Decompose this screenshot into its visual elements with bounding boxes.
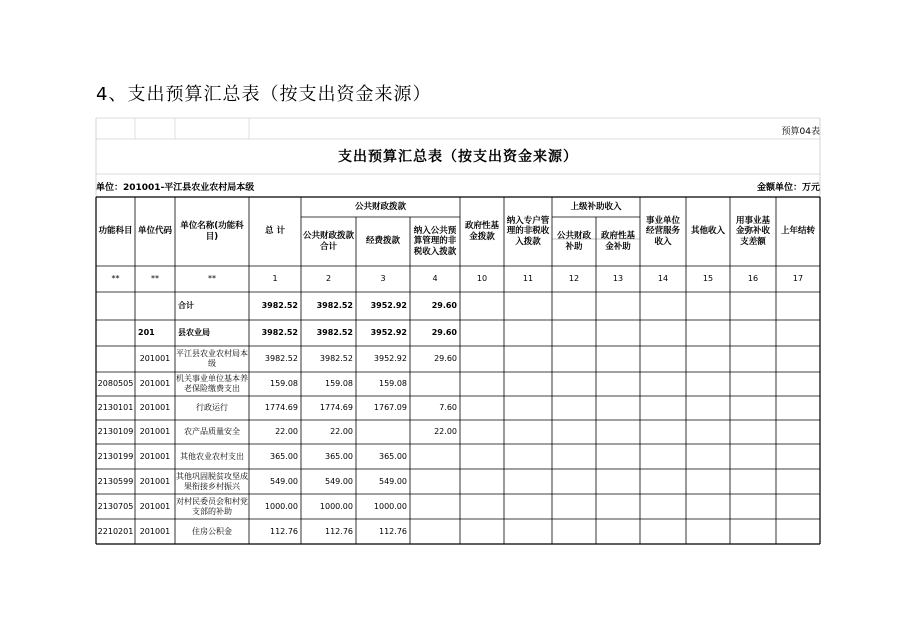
unit-name-cell: 农产品质量安全 (184, 427, 240, 436)
func-code-cell: 2130101 (97, 403, 134, 412)
budget-mgmt-cell (410, 494, 460, 519)
index-cell: 4 (432, 274, 438, 283)
index-cell: 3 (380, 274, 386, 283)
public-total-cell: 365.00 (325, 451, 353, 461)
header-public-total: 公共财政拨款合计 (303, 230, 355, 252)
funding-cell: 1767.09 (373, 403, 407, 412)
header-special-nontax: 纳入专户管理的非税收入拨款 (506, 215, 550, 247)
header-func-code: 功能科目 (98, 226, 133, 237)
index-cell: 14 (657, 274, 669, 283)
unit-label: 单位：201001-平江县农业农村局本级 (96, 183, 255, 193)
unit-code-cell: 201001 (139, 354, 171, 363)
header-unit-name: 单位名称(功能科目) (180, 220, 244, 242)
header-other-income: 其他收入 (690, 226, 725, 237)
unit-name-cell: 县农业局 (178, 328, 210, 337)
unit-name-cell: 合计 (178, 301, 194, 310)
unit-code-cell: 201001 (139, 427, 171, 436)
budget-mgmt-cell (410, 372, 460, 396)
total-cell: 3982.52 (261, 328, 298, 337)
header-last-year: 上年结转 (780, 226, 815, 237)
funding-cell: 112.76 (379, 526, 407, 536)
index-cell: 16 (747, 274, 759, 283)
func-code-cell: 2210201 (97, 526, 134, 536)
public-total-cell: 1774.69 (319, 403, 353, 412)
unit-name-cell: 行政运行 (196, 403, 228, 412)
public-total-cell: 159.08 (325, 379, 353, 388)
unit-code-cell: 201001 (139, 379, 171, 388)
header-public-group: 公共财政拨款 (354, 201, 406, 212)
budget-mgmt-cell: 29.60 (431, 328, 457, 337)
unit-name-cell: 其他巩固脱贫攻坚成果衔接乡村振兴 (176, 471, 248, 491)
unit-code-cell: 201001 (139, 403, 171, 412)
index-cell: 11 (522, 274, 534, 283)
index-cell: 17 (792, 274, 804, 283)
unit-name-cell: 住房公积金 (192, 526, 232, 536)
budget-mgmt-cell (410, 519, 460, 544)
funding-cell: 365.00 (379, 451, 407, 461)
func-code-cell: 2130109 (97, 427, 134, 436)
funding-cell: 549.00 (379, 476, 407, 486)
total-cell: 112.76 (270, 526, 298, 536)
func-code-cell: 2130705 (97, 501, 134, 511)
unit-code-cell (135, 292, 175, 320)
public-total-cell: 112.76 (325, 526, 353, 536)
total-cell: 22.00 (275, 427, 298, 436)
total-cell: 549.00 (270, 476, 298, 486)
total-cell: 3982.52 (261, 301, 298, 310)
public-total-cell: 22.00 (330, 427, 353, 436)
header-total: 总 计 (265, 226, 285, 237)
header-superior-public: 公共财政补助 (556, 230, 591, 252)
func-code-cell: 2130599 (97, 476, 134, 486)
public-total-cell: 549.00 (325, 476, 353, 486)
index-cell: 13 (612, 274, 624, 283)
budget-mgmt-cell (410, 469, 460, 494)
funding-cell (356, 420, 410, 444)
func-code-cell (96, 346, 135, 372)
unit-code-cell: 201 (138, 328, 155, 337)
funding-cell: 159.08 (379, 379, 407, 388)
budget-mgmt-cell: 29.60 (434, 354, 457, 363)
table-title: 支出预算汇总表（按支出资金来源） (338, 149, 578, 165)
func-code-cell: 2130199 (97, 451, 134, 461)
funding-cell: 3952.92 (370, 301, 407, 310)
index-cell: 12 (568, 274, 580, 283)
budget-mgmt-cell (410, 444, 460, 469)
unit-name-cell: 其他农业农村支出 (180, 451, 244, 461)
index-cell: ** (111, 274, 120, 283)
unit-name-cell: 平江县农业农村局本级 (176, 349, 248, 368)
public-total-cell: 3982.52 (319, 354, 353, 363)
budget-mgmt-cell: 22.00 (434, 427, 457, 436)
funding-cell: 1000.00 (373, 501, 407, 511)
unit-code-cell: 201001 (139, 476, 171, 486)
page-heading: 4、支出预算汇总表（按支出资金来源） (96, 84, 432, 105)
func-code-cell (96, 320, 135, 346)
func-code-cell (96, 292, 135, 320)
total-cell: 365.00 (270, 451, 298, 461)
form-number: 预算04表 (781, 127, 820, 137)
total-cell: 159.08 (270, 379, 298, 388)
header-gov-fund: 政府性基金拨款 (464, 220, 499, 242)
budget-mgmt-cell: 7.60 (439, 403, 457, 412)
header-unit-code: 单位代码 (137, 226, 172, 237)
total-cell: 1774.69 (264, 403, 298, 412)
header-superior-gov: 政府性基金补助 (600, 230, 635, 252)
index-cell: 1 (272, 274, 278, 283)
total-cell: 3982.52 (264, 354, 298, 363)
index-cell: 15 (702, 274, 714, 283)
index-cell: ** (208, 274, 216, 283)
header-funding: 经费拨款 (365, 236, 400, 247)
index-cell: 2 (325, 274, 332, 283)
header-fund-make-up: 用事业基金弥补收支差额 (735, 215, 770, 247)
unit-code-cell: 201001 (139, 526, 171, 536)
public-total-cell: 3982.52 (316, 301, 353, 310)
index-cell: 10 (476, 274, 488, 283)
funding-cell: 3952.92 (370, 328, 407, 337)
unit-name-cell: 机关事业单位基本养老保险缴费支出 (176, 374, 248, 393)
budget-mgmt-cell: 29.60 (431, 301, 457, 310)
unit-name-cell: 对村民委员会和村党支部的补助 (176, 496, 248, 516)
header-superior-group: 上级补助收入 (570, 201, 622, 212)
header-business-income: 事业单位经营服务收入 (645, 215, 680, 247)
unit-code-cell: 201001 (139, 451, 171, 461)
public-total-cell: 1000.00 (319, 501, 353, 511)
money-unit-label: 金额单位：万元 (756, 183, 820, 193)
public-total-cell: 3982.52 (316, 328, 353, 337)
total-cell: 1000.00 (264, 501, 298, 511)
header-budget-mgmt: 纳入公共预算管理的非税收入拨款 (413, 225, 457, 257)
unit-code-cell: 201001 (139, 501, 171, 511)
funding-cell: 3952.92 (373, 354, 407, 363)
index-cell: ** (151, 274, 159, 283)
func-code-cell: 2080505 (97, 379, 134, 388)
